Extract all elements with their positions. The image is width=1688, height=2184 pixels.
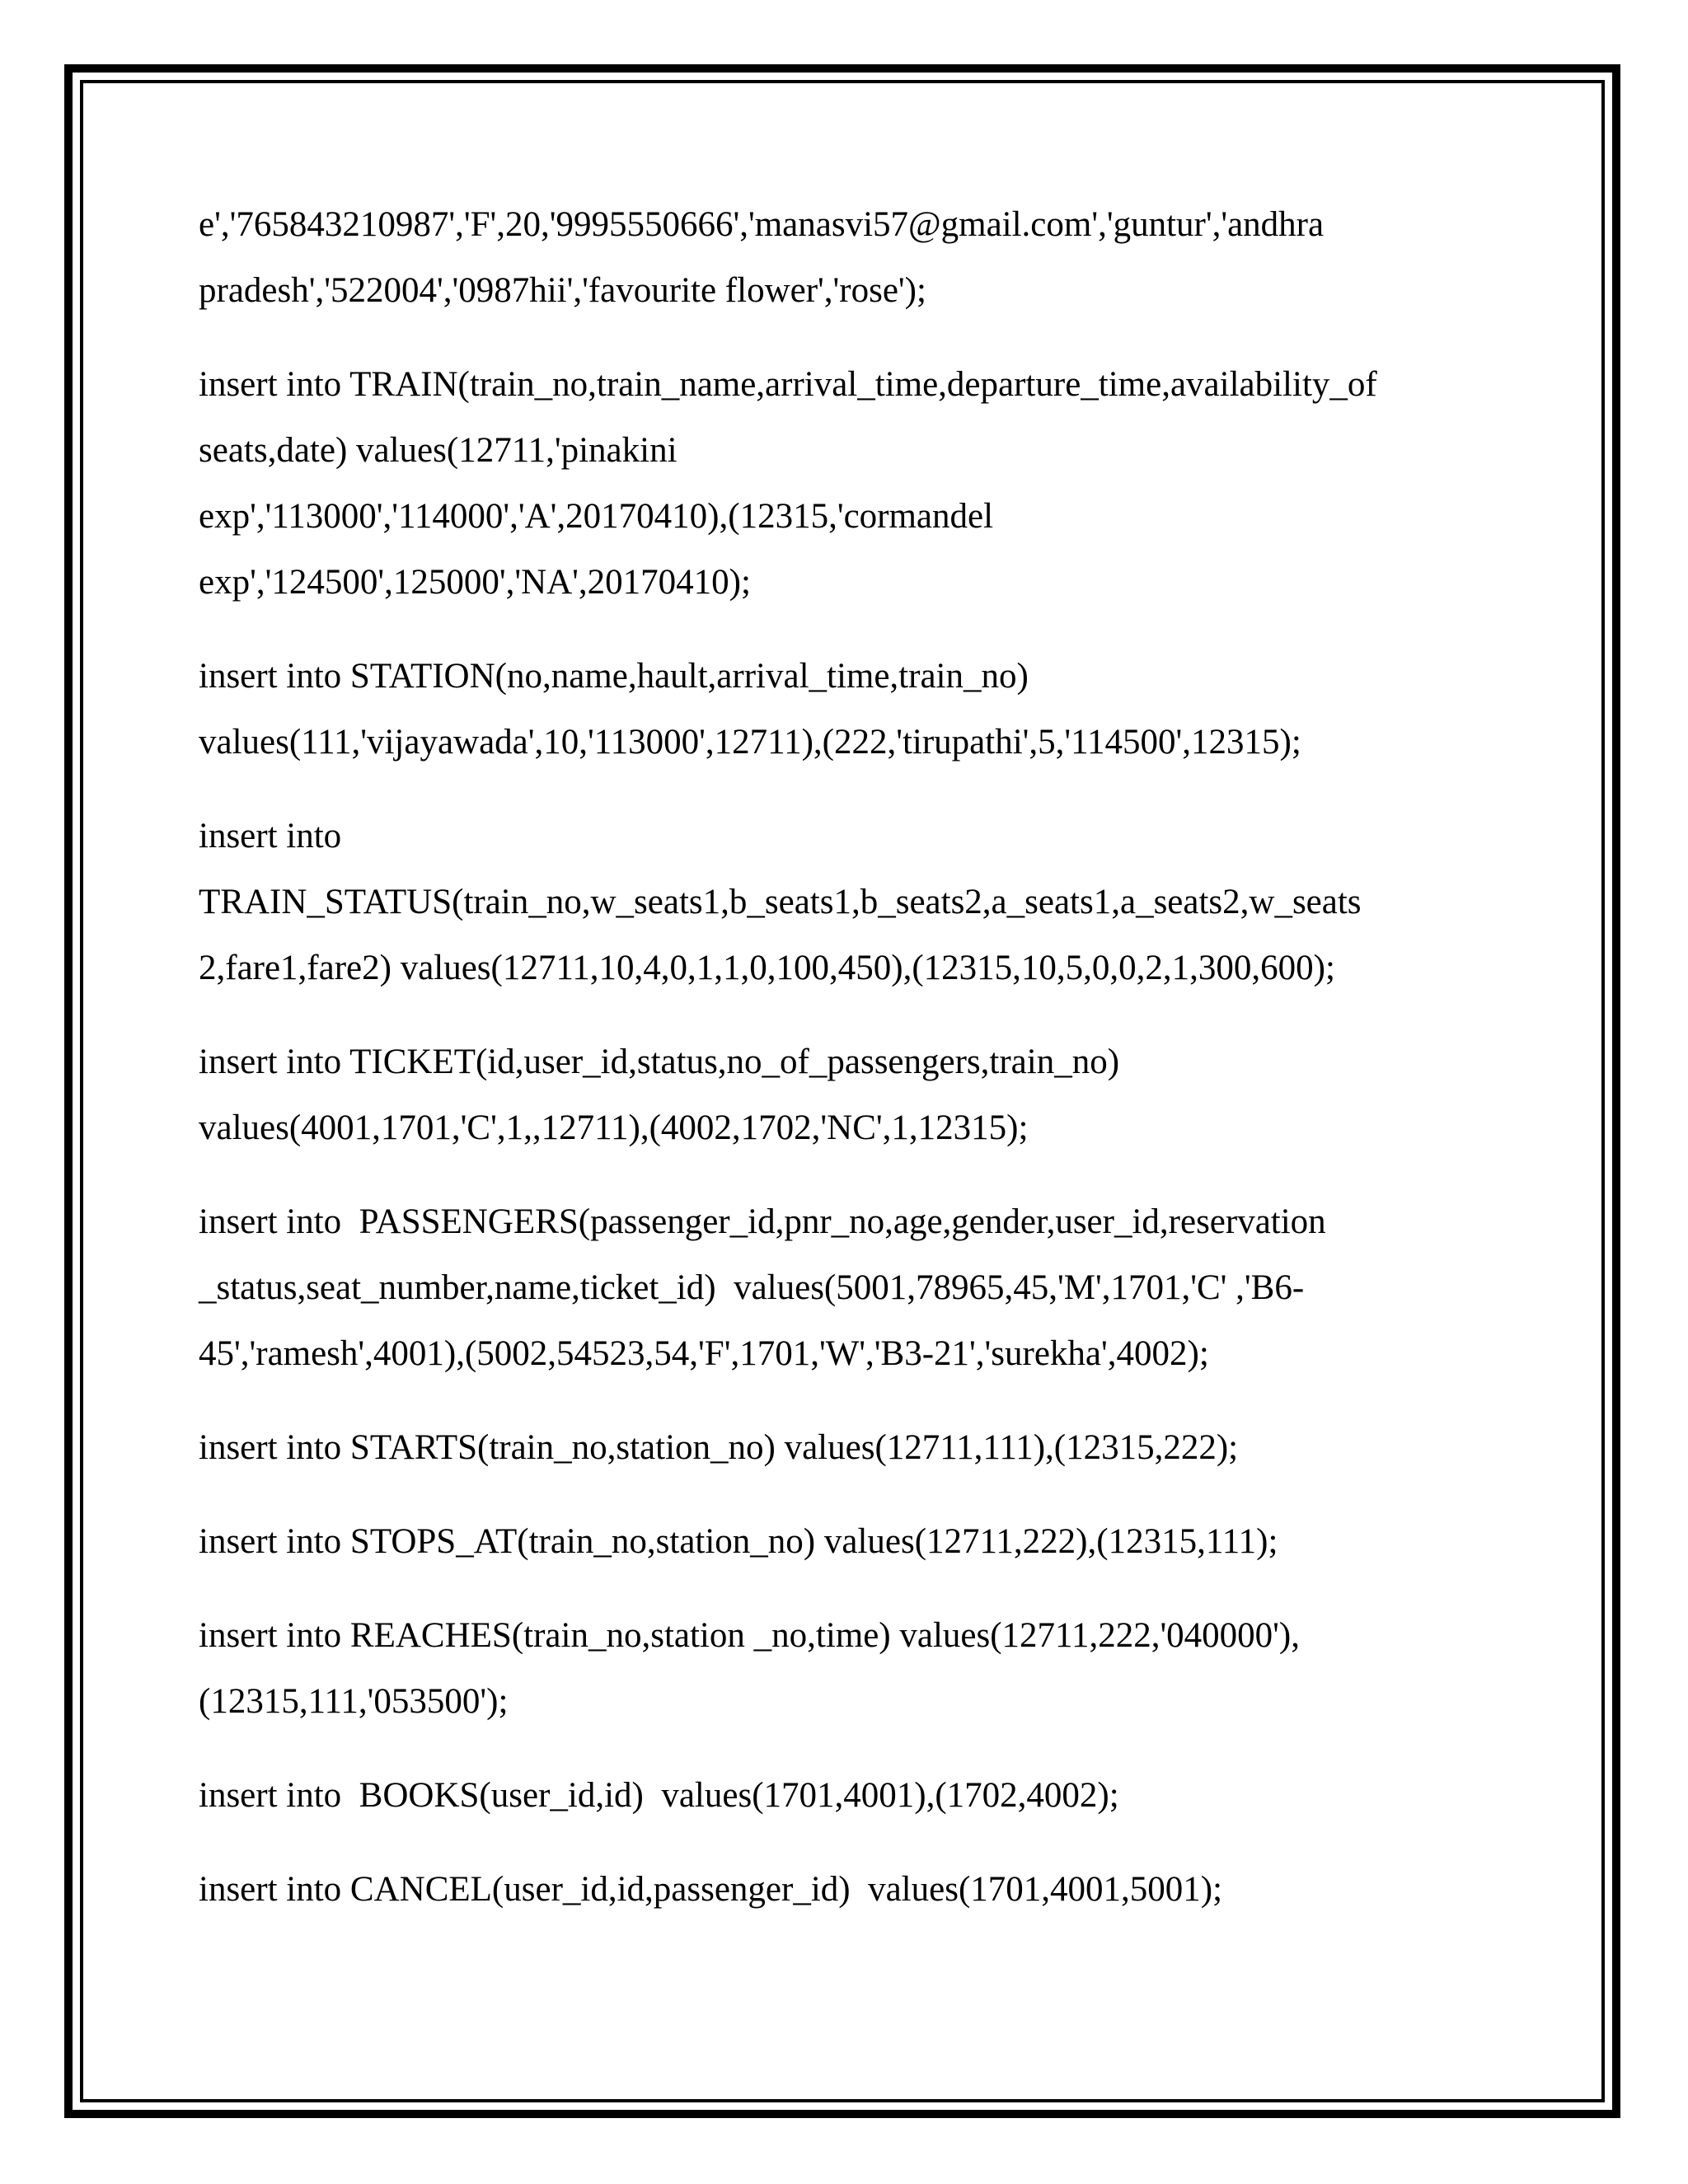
- passengers-insert-statement: [199, 1189, 1501, 1387]
- ticket-insert-statement: [199, 1029, 1501, 1161]
- text-line: insert into STARTS(train_no,station_no) values(12711,111),(12315,222);: [199, 1428, 1239, 1467]
- text-line: insert into TICKET(id,user_id,status,no_of_passengers,train_no): [199, 1043, 1120, 1081]
- user-insert-continuation: [199, 192, 1501, 324]
- text-line: (12315,111,'053500');: [199, 1682, 509, 1721]
- text-line: exp','124500',125000','NA',20170410);: [199, 563, 751, 602]
- stops-at-insert-statement: [199, 1509, 1501, 1575]
- text-line: insert into STOPS_AT(train_no,station_no) values(12711,222),(12315,111);: [199, 1522, 1278, 1561]
- text-line: 2,fare1,fare2) values(12711,10,4,0,1,1,0,100,450),(12315,10,5,0,0,2,1,300,600);: [199, 949, 1335, 987]
- text-line: seats,date) values(12711,'pinakini: [199, 431, 678, 470]
- text-line: insert into TRAIN(train_no,train_name,arrival_time,departure_time,availability_of: [199, 365, 1377, 404]
- starts-insert-statement: [199, 1415, 1501, 1481]
- text-line: TRAIN_STATUS(train_no,w_seats1,b_seats1,b_seats2,a_seats1,a_seats2,w_seats: [199, 883, 1362, 921]
- text-line: values(111,'vijayawada',10,'113000',12711),(222,'tirupathi',5,'114500',12315);: [199, 723, 1301, 762]
- text-line: insert into BOOKS(user_id,id) values(1701,4001),(1702,4002);: [199, 1776, 1119, 1815]
- reaches-insert-statement: [199, 1603, 1501, 1735]
- text-line: insert into CANCEL(user_id,id,passenger_id) values(1701,4001,5001);: [199, 1870, 1223, 1909]
- cancel-insert-statement: [199, 1857, 1501, 1923]
- document-body: [199, 192, 1501, 1923]
- text-line: 45','ramesh',4001),(5002,54523,54,'F',1701,'W','B3-21','surekha',4002);: [199, 1334, 1209, 1373]
- text-line: pradesh','522004','0987hii','favourite flower','rose');: [199, 271, 926, 310]
- text-line: values(4001,1701,'C',1,,12711),(4002,1702,'NC',1,12315);: [199, 1108, 1029, 1147]
- train-insert-statement: [199, 352, 1501, 616]
- text-line: insert into: [199, 817, 342, 855]
- station-insert-statement: [199, 644, 1501, 776]
- text-line: insert into REACHES(train_no,station _no,time) values(12711,222,'040000'),: [199, 1616, 1301, 1655]
- train-status-insert-statement: [199, 804, 1501, 1001]
- text-line: insert into STATION(no,name,hault,arrival_time,train_no): [199, 657, 1029, 696]
- text-line: insert into PASSENGERS(passenger_id,pnr_no,age,gender,user_id,reservation: [199, 1202, 1326, 1241]
- text-line: e','765843210987','F',20,'9995550666','manasvi57@gmail.com','guntur','andhra: [199, 205, 1325, 244]
- text-line: exp','113000','114000','A',20170410),(12315,'cormandel: [199, 497, 994, 536]
- books-insert-statement: [199, 1763, 1501, 1829]
- text-line: _status,seat_number,name,ticket_id) values(5001,78965,45,'M',1701,'C' ,'B6-: [199, 1268, 1305, 1307]
